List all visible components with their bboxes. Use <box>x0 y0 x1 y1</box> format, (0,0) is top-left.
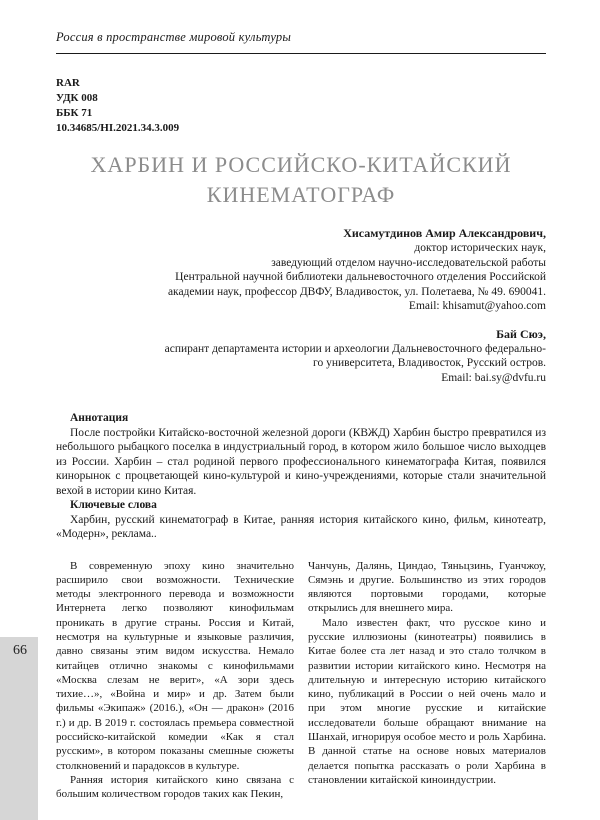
author-1 <box>56 226 546 314</box>
body-left-column <box>56 559 294 802</box>
author-2-name: Бай Сюэ, <box>496 326 546 341</box>
author-2-affiliation: го университета, Владивосток, Русский остров. <box>313 357 546 369</box>
meta-rar: RAR <box>56 77 80 89</box>
author-1-email: Email: khisamut@yahoo.com <box>408 300 546 312</box>
keywords-text: Харбин, русский кинематограф в Китае, ранняя история китайского кино, фильм, кинотеатр, «Модерн», реклама.. <box>56 513 546 540</box>
page-number: 66 <box>13 643 27 658</box>
author-1-position: заведующий отделом научно-исследовательской работы <box>271 256 546 269</box>
article-title: ХАРБИН И РОССИЙСКО-КИТАЙСКИЙ КИНЕМАТОГРАФ <box>90 152 512 207</box>
body-paragraph: В современную эпоху кино значительно расширило свои возможности. Технические методы электронного перевода и возможности Интернета легко позволяют кинофильмам проникать в другие страны. Россия и Китай, несмотря на культурные и языковые различия, давно связаны этим видом искусства. Немало китайцев отлично знакомы с кинофильмами «Москва слезам не верит», «А зори здесь тихие…», «Война и мир» и др. Затем были фильмы «Экипаж» (2016.), «Он — дракон» (2016 г.) и др. В 2019 г. состоялась премьера совместной российско-китайской комедии «Как я стал русским», в котором показаны смешные сюжеты столкновений и парадоксов в культуре. <box>56 559 294 772</box>
meta-bbk: ББК 71 <box>56 107 93 119</box>
author-2-email: Email: bai.sy@dvfu.ru <box>441 371 546 384</box>
author-2 <box>56 327 546 386</box>
abstract-text: После постройки Китайско-восточной железной дороги (КВЖД) Харбин быстро превратился из небольшого рыбацкого поселка в индустриальный город, в котором жило большое число выходцев из России. Харбин – стал родиной первого профессионального кинематографа Китая, появился кинорынок с процветающей кино-культурой и кино-учреждениями, которые стали значительной вехой в истории кино Китая. <box>56 426 546 497</box>
author-1-affiliation: Центральной научной библиотеки дальневосточного отделения Российской <box>175 271 546 283</box>
abstract-section <box>56 411 546 542</box>
author-1-degree: доктор исторических наук, <box>414 242 546 254</box>
keywords-heading: Ключевые слова <box>70 499 157 511</box>
article-body <box>56 559 546 802</box>
body-paragraph: Мало известен факт, что русское кино и русские иллюзионы (кинотеатры) появились в Китае более ста лет назад и это стало толчком в развитии истории китайского кино. Несмотря на длительную и интересную историю китайского кино, публикаций в России о ней очень мало и при этом многие русские и китайские исследователи больше обращают внимание на Шанхай, игнорируя особое место и роль Харбина. В данной статье на основе новых материалов делается попытка рассказать о роли Харбина в становлении китайской киноиндустрии. <box>308 616 546 786</box>
body-paragraph: Ранняя история китайского кино связана с большим количеством городов таких как Пекин, <box>56 773 294 801</box>
running-head: Россия в пространстве мировой культуры <box>56 30 292 44</box>
page-content <box>56 0 546 802</box>
author-1-address: академии наук, профессор ДВФУ, Владивосток, ул. Полетаева, № 49. 690041. <box>167 285 546 298</box>
meta-udk: УДК 008 <box>56 92 98 104</box>
author-2-position: аспирант департамента истории и археологии Дальневосточного федерально- <box>164 342 546 355</box>
page-number-bar <box>0 637 38 820</box>
body-right-column <box>308 559 546 802</box>
header-rule <box>56 53 546 54</box>
meta-doi: 10.34685/HI.2021.34.3.009 <box>56 122 180 134</box>
abstract-heading: Аннотация <box>70 412 129 424</box>
body-paragraph: Чанчунь, Далянь, Циндао, Тяньцзинь, Гуанчжоу, Сямэнь и другие. Большинство из этих городов являются портовыми городами, которые открылись для внешнего мира. <box>308 559 546 615</box>
article-meta <box>56 76 546 136</box>
authors-block <box>56 226 546 385</box>
author-1-name: Хисамутдинов Амир Александрович, <box>343 226 546 240</box>
